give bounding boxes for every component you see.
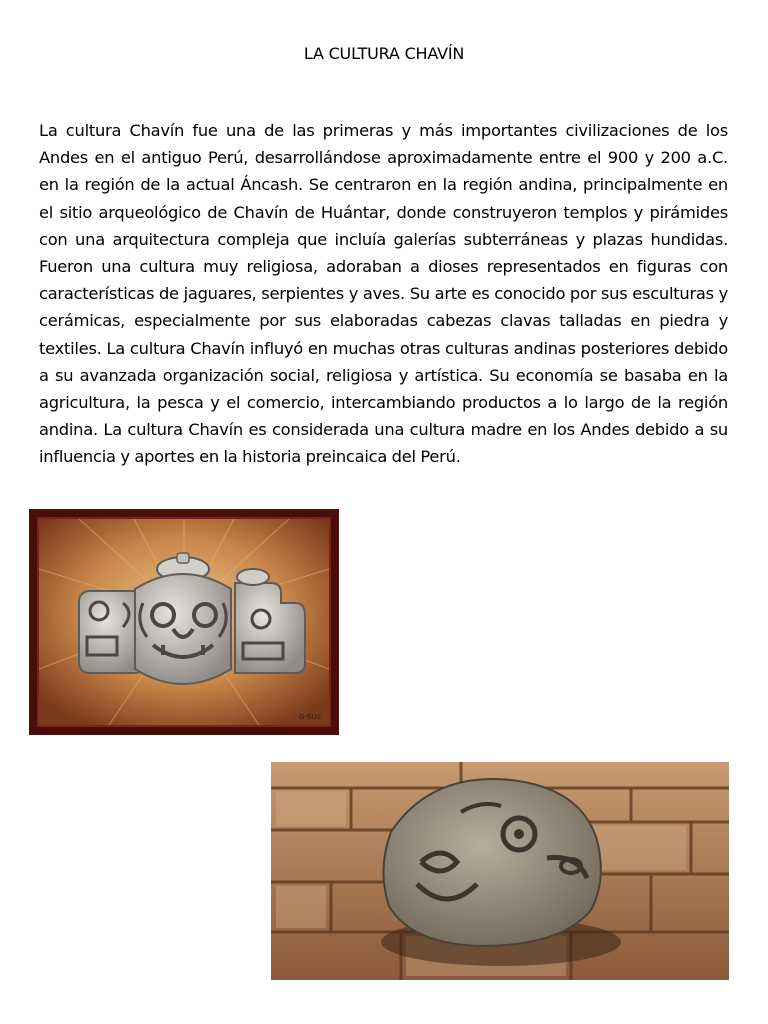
clava-head-photo bbox=[271, 762, 729, 980]
clava-head-drawing bbox=[271, 762, 729, 980]
body-paragraph: La cultura Chavín fue una de las primeras y más importantes civilizaciones de los Andes en el antiguo Perú, desarrollándose aproximadamente entre el 900 y 200 a.C. en la región de la actual Áncash. Se centraron en la región andina, principalmente en el sitio arqueológico de Chavín de Huántar, donde construyeron templos y pirámides con una arquitectura compleja que incluía galerías subterráneas y plazas hundidas. Fueron una cultura muy religiosa, adoraban a dioses representados en figuras con características de jaguares, serpientes y aves. Su arte es conocido por sus esculturas y cerámicas, especialmente por sus elaboradas cabezas clavas talladas en piedra y textiles. La cultura Chavín influyó en muchas otras culturas andinas posteriores debido a su avanzada organización social, religiosa y artística. Su economía se basaba en la agricultura, la pesca y el comercio, intercambiando productos a lo largo de la región andina. La cultura Chavín es considerada una cultura madre en los Andes debido a su influencia y aportes en la historia preincaica del Perú. bbox=[39, 121, 728, 467]
chavin-heads-drawing bbox=[39, 519, 329, 725]
chavin-heads-illustration bbox=[29, 509, 339, 735]
clava-head-sculpture bbox=[383, 779, 600, 946]
illustration-signature: G-SUS bbox=[299, 713, 321, 721]
document-title: LA CULTURA CHAVÍN bbox=[303, 44, 465, 63]
